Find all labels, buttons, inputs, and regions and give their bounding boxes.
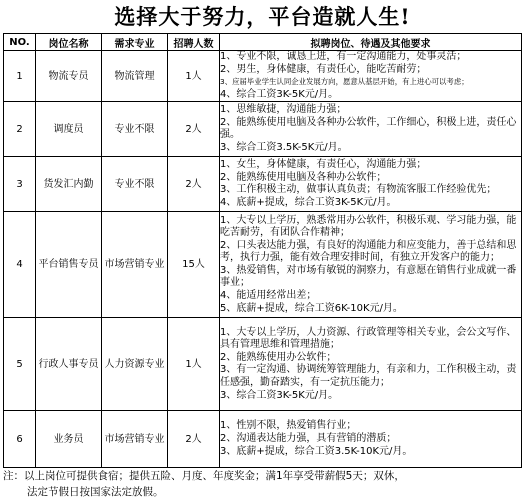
table-row	[4, 157, 522, 212]
row-no: 3	[4, 157, 36, 212]
row-major: 专业不限	[102, 102, 168, 157]
detail-line: 2、男生，身体健康，有责任心，能吃苦耐劳；	[220, 63, 427, 75]
table-row	[4, 212, 522, 318]
detail-line: 1、大专以上学历，熟悉常用办公软件，积极乐观、学习能力强，能吃苦耐劳，有团队合作精神；	[220, 214, 517, 239]
row-position: 调度员	[36, 102, 102, 157]
row-position: 业务员	[36, 411, 102, 468]
detail-line: 4、底薪+提成，综合工资3K-5K元/月。	[220, 196, 397, 208]
header-major: 需求专业	[102, 34, 168, 51]
row-no: 4	[4, 212, 36, 318]
detail-line: 3、应届毕业学生认同企业发展方向，愿意从基层开始，有上进心可以考虑；	[220, 77, 469, 87]
header-no: NO.	[4, 34, 36, 51]
header-count: 招聘人数	[168, 34, 220, 51]
row-position: 行政人事专员	[36, 318, 102, 411]
row-no: 2	[4, 102, 36, 157]
detail-line: 3、热爱销售，对市场有敏锐的洞察力，有意愿在销售行业成就一番事业；	[220, 264, 517, 289]
row-position: 货发汇内勤	[36, 157, 102, 212]
table-header-row	[4, 34, 522, 51]
row-position: 平台销售专员	[36, 212, 102, 318]
row-count: 15人	[168, 212, 220, 318]
detail-line: 4、能适用经常出差；	[220, 290, 317, 302]
row-count: 1人	[168, 318, 220, 411]
row-details	[220, 157, 522, 212]
page-title: 选择大于努力，平台造就人生!	[114, 4, 411, 29]
footnote-line1: 注：以上岗位可提供食宿；提供五险、月度、年度奖金；满1年享受带薪假5天；双休，	[3, 470, 405, 482]
recruitment-table	[3, 33, 522, 468]
row-major: 物流管理	[102, 51, 168, 102]
footnote-line2: 法定节假日按国家法定放假。	[27, 486, 164, 498]
row-no: 1	[4, 51, 36, 102]
detail-line: 3、综合工资3.5K-5K元/月。	[220, 141, 348, 153]
detail-line: 3、工作积极主动，做事认真负责；有物流客服工作经验优先；	[220, 184, 497, 196]
detail-line: 3、底薪+提成，综合工资3.5K-10K元/月。	[220, 445, 413, 457]
table-row	[4, 411, 522, 468]
row-details	[220, 212, 522, 318]
table-row	[4, 51, 522, 102]
row-details	[220, 102, 522, 157]
row-no: 5	[4, 318, 36, 411]
row-details	[220, 51, 522, 102]
row-position: 物流专员	[36, 51, 102, 102]
row-count: 2人	[168, 102, 220, 157]
table-row	[4, 102, 522, 157]
row-major: 市场营销专业	[102, 411, 168, 468]
detail-line: 1、思维敏捷，沟通能力强；	[220, 104, 347, 116]
footnote	[3, 468, 523, 500]
row-count: 2人	[168, 157, 220, 212]
row-major: 人力资源专业	[102, 318, 168, 411]
detail-line: 3、有一定沟通、协调统筹管理能力，有亲和力，工作积极主动，责任感强，勤奋踏实，有一定抗压能力；	[220, 364, 517, 388]
detail-line: 2、能熟练使用电脑及各种办公软件，工作细心，积极上进，责任心强。	[220, 116, 517, 141]
row-details	[220, 318, 522, 411]
header-position: 岗位名称	[36, 34, 102, 51]
row-major: 市场营销专业	[102, 212, 168, 318]
detail-line: 1、性别不限，热爱销售行业；	[220, 420, 357, 432]
row-count: 1人	[168, 51, 220, 102]
detail-line: 1、大专以上学历，人力资源、行政管理等相关专业，会公文写作、具有管理思维和管理措施；	[220, 326, 517, 351]
row-no: 6	[4, 411, 36, 468]
detail-line: 5、底薪+提成，综合工资6K-10K元/月。	[220, 302, 403, 314]
detail-line: 2、能熟练使用电脑及各种办公软件；	[220, 171, 387, 183]
detail-line: 2、能熟练使用办公软件；	[220, 351, 337, 363]
detail-line: 2、口头表达能力强，有良好的沟通能力和应变能力，善于总结和思考，执行力强，能有效合理安排时间，有独立开发客户的能力；	[220, 239, 517, 264]
row-details	[220, 411, 522, 468]
row-count: 2人	[168, 411, 220, 468]
detail-line: 4、综合工资3K-5K元/月。	[220, 88, 339, 100]
detail-line: 1、女生，身体健康，有责任心，沟通能力强；	[220, 159, 427, 171]
header-details: 拟聘岗位、待遇及其他要求	[220, 34, 522, 51]
detail-line: 1、专业不限，诚恳上进，有一定沟通能力，处事灵活；	[220, 51, 467, 62]
row-major: 专业不限	[102, 157, 168, 212]
table-row	[4, 318, 522, 411]
detail-line: 2、沟通表达能力强，具有营销的潜质；	[220, 433, 397, 445]
detail-line: 3、综合工资3K-5K元/月。	[220, 389, 339, 401]
